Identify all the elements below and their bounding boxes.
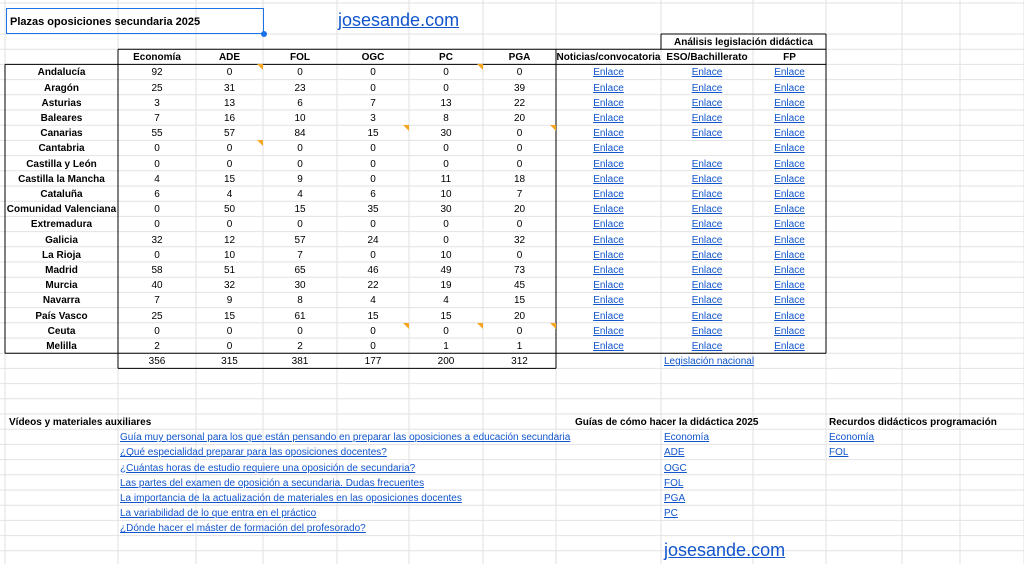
table-cell-value: 0 — [154, 158, 160, 170]
table-cell-value: 15 — [223, 310, 236, 322]
table-cell-value: 7 — [370, 97, 376, 109]
table-cell-value: 0 — [226, 341, 233, 352]
table-cell-value: 7 — [516, 189, 523, 200]
column-header-2: FOL — [290, 52, 310, 64]
news-link[interactable]: Enlace — [593, 234, 624, 246]
column-header-3: OGC — [361, 52, 385, 64]
total-cell: 356 — [148, 356, 166, 368]
video-link[interactable]: ¿Dónde hacer el máster de formación del profesorado? — [120, 523, 366, 535]
fp-link[interactable]: Enlace — [774, 128, 805, 140]
column-header-8: FP — [783, 52, 796, 64]
table-cell-value: 8 — [297, 295, 303, 307]
news-link[interactable]: Enlace — [593, 158, 624, 170]
fp-link[interactable]: Enlace — [774, 295, 805, 307]
table-cell-value: 16 — [223, 113, 236, 124]
sheet-title-cell[interactable]: Plazas oposiciones secundaria 2025 — [6, 8, 264, 34]
table-cell-value: 18 — [513, 173, 526, 185]
table-cell-value: 20 — [513, 310, 526, 322]
table-cell-value: 25 — [151, 310, 163, 322]
table-cell-value: 0 — [516, 128, 523, 140]
video-link[interactable]: Guía muy personal para los que están pensando en preparar las oposiciones a educación secundaria — [120, 432, 571, 444]
eso-bachillerato-link[interactable]: Enlace — [691, 82, 723, 94]
fp-link[interactable]: Enlace — [774, 265, 805, 276]
eso-bachillerato-link[interactable]: Enlace — [691, 158, 723, 170]
fp-link[interactable]: Enlace — [774, 113, 805, 124]
column-header-4: PC — [439, 52, 453, 64]
fp-link[interactable]: Enlace — [774, 234, 805, 246]
table-cell-value: 0 — [154, 219, 160, 231]
table-cell-value: 10 — [440, 189, 452, 200]
fp-link[interactable]: Enlace — [774, 280, 805, 292]
table-cell-value: 15 — [440, 310, 452, 322]
table-cell-value: 0 — [516, 143, 523, 155]
resource-link[interactable]: Economía — [829, 432, 875, 444]
news-link[interactable]: Enlace — [593, 97, 624, 109]
fp-link[interactable]: Enlace — [774, 189, 805, 200]
eso-bachillerato-link[interactable]: Enlace — [691, 325, 723, 337]
table-cell-value: 20 — [513, 204, 526, 216]
news-link[interactable]: Enlace — [593, 82, 624, 94]
row-region-label: Castilla la Mancha — [18, 173, 105, 185]
table-cell-value: 0 — [154, 204, 160, 216]
table-cell-value: 32 — [223, 280, 236, 292]
column-header-1: ADE — [218, 52, 241, 64]
table-cell-value: 11 — [440, 173, 452, 185]
table-cell-value: 15 — [223, 173, 236, 185]
table-cell-value: 22 — [367, 280, 379, 292]
table-cell-value: 10 — [440, 249, 452, 261]
eso-bachillerato-link[interactable]: Enlace — [691, 310, 723, 322]
table-cell-value: 3 — [154, 97, 160, 109]
legislacion-nacional-link[interactable]: Legislación nacional — [664, 356, 755, 368]
news-link[interactable]: Enlace — [593, 325, 624, 337]
eso-bachillerato-link[interactable]: Enlace — [691, 280, 723, 292]
fp-link[interactable]: Enlace — [774, 82, 805, 94]
table-cell-value: 0 — [443, 234, 449, 246]
news-link[interactable]: Enlace — [593, 341, 624, 352]
table-cell-value: 22 — [513, 97, 526, 109]
table-cell-value: 15 — [513, 295, 526, 307]
table-cell-value: 6 — [154, 189, 160, 200]
table-cell-value: 4 — [370, 295, 376, 307]
table-cell-value: 0 — [226, 158, 233, 170]
table-cell-value: 10 — [294, 113, 306, 124]
video-link[interactable]: Las partes del examen de oposición a secundaria. Dudas frecuentes — [120, 477, 425, 489]
table-cell-value: 0 — [443, 325, 449, 337]
eso-bachillerato-link[interactable]: Enlace — [691, 219, 723, 231]
table-cell-value: 7 — [154, 295, 160, 307]
table-cell-value: 13 — [440, 97, 452, 109]
table-cell-value: 0 — [370, 173, 376, 185]
fp-link[interactable]: Enlace — [774, 341, 805, 352]
selection-fill-handle[interactable] — [261, 31, 267, 37]
table-cell-value: 0 — [443, 158, 449, 170]
table-cell-value: 15 — [367, 310, 379, 322]
table-cell-value: 57 — [294, 234, 306, 246]
table-cell-value: 4 — [226, 189, 233, 200]
row-region-label: Cantabria — [38, 143, 85, 155]
guide-link[interactable]: ADE — [664, 447, 685, 459]
table-cell-value: 4 — [154, 173, 160, 185]
eso-bachillerato-link[interactable]: Enlace — [691, 128, 723, 140]
fp-link[interactable]: Enlace — [774, 158, 805, 170]
table-cell-value: 3 — [370, 113, 376, 124]
fp-link[interactable]: Enlace — [774, 249, 805, 261]
total-cell: 381 — [291, 356, 309, 368]
table-cell-value: 6 — [370, 189, 376, 200]
guide-link[interactable]: PGA — [664, 493, 686, 504]
table-cell-value: 9 — [226, 295, 233, 307]
table-cell-value: 0 — [370, 82, 376, 94]
video-link[interactable]: La variabilidad de lo que entra en el práctico — [120, 508, 317, 520]
table-cell-value: 0 — [370, 158, 376, 170]
table-cell-value: 30 — [440, 128, 452, 140]
table-cell-value: 0 — [297, 158, 303, 170]
table-cell-value: 0 — [516, 249, 523, 261]
videos-heading: Vídeos y materiales auxiliares — [9, 417, 152, 428]
resource-link[interactable]: FOL — [829, 447, 849, 459]
table-cell-value: 15 — [294, 204, 306, 216]
table-cell-value: 4 — [443, 295, 449, 307]
table-cell-value: 0 — [226, 325, 233, 337]
table-cell-value: 0 — [154, 249, 160, 261]
table-cell-value: 2 — [297, 341, 303, 352]
table-cell-value: 84 — [294, 128, 306, 140]
table-cell-value: 50 — [223, 204, 236, 216]
video-link[interactable]: ¿Qué especialidad preparar para las oposiciones docentes? — [120, 447, 387, 459]
table-cell-value: 0 — [370, 67, 376, 79]
table-cell-value: 58 — [151, 265, 163, 276]
column-header-6: Noticias/convocatoria — [556, 52, 661, 64]
table-cell-value: 0 — [154, 143, 160, 155]
guide-link[interactable]: OGC — [664, 462, 687, 474]
news-link[interactable]: Enlace — [593, 310, 624, 322]
eso-bachillerato-link[interactable]: Enlace — [691, 249, 723, 261]
row-region-label: Baleares — [40, 113, 83, 124]
fp-link[interactable]: Enlace — [774, 219, 805, 231]
table-cell-value: 25 — [151, 82, 163, 94]
fp-link[interactable]: Enlace — [774, 67, 805, 79]
eso-bachillerato-link[interactable]: Enlace — [691, 295, 723, 307]
video-link[interactable]: ¿Cuántas horas de estudio requiere una oposición de secundaria? — [120, 462, 416, 474]
row-region-label: Aragón — [44, 82, 79, 94]
table-cell-value: 39 — [513, 82, 526, 94]
fp-link[interactable]: Enlace — [774, 143, 805, 155]
news-link[interactable]: Enlace — [593, 67, 624, 79]
footer-site-link[interactable]: josesande.com — [664, 540, 786, 560]
resources-heading: Recurdos didácticos programación — [829, 417, 997, 428]
row-region-label: Comunidad Valenciana — [6, 204, 117, 216]
fp-link[interactable]: Enlace — [774, 204, 805, 216]
table-cell-value: 9 — [297, 173, 303, 185]
table-cell-value: 0 — [297, 325, 303, 337]
table-cell-value: 4 — [297, 189, 303, 200]
table-cell-value: 0 — [443, 67, 449, 79]
eso-bachillerato-link[interactable]: Enlace — [691, 113, 723, 124]
video-link[interactable]: La importancia de la actualización de materiales en las oposiciones docentes — [120, 493, 462, 504]
row-region-label: Ceuta — [47, 325, 76, 337]
guide-link[interactable]: Economía — [664, 432, 710, 444]
group-header-legislacion: Análisis legislación didáctica — [674, 37, 813, 48]
table-cell-value: 73 — [513, 265, 526, 276]
eso-bachillerato-link[interactable]: Enlace — [691, 234, 723, 246]
fp-link[interactable]: Enlace — [774, 173, 805, 185]
table-cell-value: 0 — [443, 82, 449, 94]
eso-bachillerato-link[interactable]: Enlace — [691, 204, 723, 216]
row-region-label: Extremadura — [30, 219, 93, 231]
news-link[interactable]: Enlace — [593, 143, 624, 155]
table-cell-value: 0 — [297, 67, 303, 79]
column-header-0: Economía — [133, 52, 181, 64]
table-cell-value: 1 — [443, 341, 449, 352]
table-cell-value: 19 — [440, 280, 452, 292]
table-cell-value: 31 — [223, 82, 236, 94]
total-cell: 200 — [437, 356, 455, 368]
table-cell-value: 45 — [513, 280, 526, 292]
table-cell-value: 0 — [370, 219, 376, 231]
table-cell-value: 0 — [443, 219, 449, 231]
table-cell-value: 40 — [151, 280, 163, 292]
fp-link[interactable]: Enlace — [774, 310, 805, 322]
table-cell-value: 0 — [226, 219, 233, 231]
table-cell-value: 6 — [297, 97, 303, 109]
table-cell-value: 61 — [294, 310, 306, 322]
news-link[interactable]: Enlace — [593, 189, 624, 200]
table-cell-value: 92 — [151, 67, 163, 79]
total-cell: 315 — [221, 356, 238, 368]
eso-bachillerato-link[interactable]: Enlace — [691, 189, 723, 200]
table-cell-value: 0 — [226, 67, 233, 79]
table-cell-value: 20 — [513, 113, 526, 124]
eso-bachillerato-link[interactable]: Enlace — [691, 97, 723, 109]
table-cell-value: 0 — [443, 143, 449, 155]
row-region-label: Galicia — [45, 234, 78, 246]
table-cell-value: 0 — [516, 67, 523, 79]
table-cell-value: 0 — [297, 143, 303, 155]
news-link[interactable]: Enlace — [593, 128, 624, 140]
table-cell-value: 0 — [370, 325, 376, 337]
row-region-label: Canarias — [40, 128, 83, 140]
table-cell-value: 32 — [151, 234, 163, 246]
total-cell: 177 — [364, 356, 382, 368]
row-region-label: Asturias — [41, 97, 82, 109]
row-region-label: Castilla y León — [26, 158, 97, 170]
site-link[interactable]: josesande.com — [338, 10, 460, 30]
table-cell-value: 0 — [226, 143, 233, 155]
table-cell-value: 0 — [516, 158, 523, 170]
news-link[interactable]: Enlace — [593, 265, 624, 276]
table-cell-value: 12 — [223, 234, 236, 246]
table-cell-value: 10 — [223, 249, 236, 261]
row-region-label: Andalucía — [37, 67, 86, 79]
row-region-label: La Rioja — [42, 249, 81, 261]
column-header-7: ESO/Bachillerato — [666, 52, 748, 64]
guide-link[interactable]: FOL — [664, 477, 684, 489]
guide-link[interactable]: PC — [664, 508, 678, 520]
table-cell-value: 0 — [154, 325, 160, 337]
row-region-label: Murcia — [45, 280, 78, 292]
fp-link[interactable]: Enlace — [774, 325, 805, 337]
eso-bachillerato-link[interactable]: Enlace — [691, 265, 723, 276]
table-cell-value: 13 — [223, 97, 236, 109]
row-region-label: Navarra — [42, 295, 81, 307]
total-cell: 312 — [511, 356, 528, 368]
table-cell-value: 0 — [516, 325, 523, 337]
table-cell-value: 0 — [370, 341, 376, 352]
table-cell-value: 65 — [294, 265, 306, 276]
table-cell-value: 0 — [370, 143, 376, 155]
table-cell-value: 8 — [443, 113, 449, 124]
row-region-label: País Vasco — [35, 310, 88, 322]
eso-bachillerato-link[interactable]: Enlace — [691, 173, 723, 185]
row-region-label: Cataluña — [40, 189, 83, 200]
row-region-label: Melilla — [46, 341, 77, 352]
news-link[interactable]: Enlace — [593, 173, 624, 185]
news-link[interactable]: Enlace — [593, 249, 624, 261]
table-cell-value: 35 — [367, 204, 379, 216]
table-cell-value: 7 — [297, 249, 303, 261]
news-link[interactable]: Enlace — [593, 280, 624, 292]
table-cell-value: 30 — [440, 204, 452, 216]
eso-bachillerato-link[interactable]: Enlace — [691, 67, 723, 79]
table-cell-value: 57 — [223, 128, 236, 140]
table-cell-value: 32 — [513, 234, 526, 246]
news-link[interactable]: Enlace — [593, 204, 624, 216]
fp-link[interactable]: Enlace — [774, 97, 805, 109]
guides-heading: Guías de cómo hacer la didáctica 2025 — [575, 417, 759, 428]
table-cell-value: 2 — [154, 341, 160, 352]
table-cell-value: 51 — [223, 265, 236, 276]
news-link[interactable]: Enlace — [593, 219, 624, 231]
eso-bachillerato-link[interactable]: Enlace — [691, 341, 723, 352]
table-cell-value: 30 — [294, 280, 306, 292]
news-link[interactable]: Enlace — [593, 113, 624, 124]
news-link[interactable]: Enlace — [593, 295, 624, 307]
table-cell-value: 23 — [294, 82, 306, 94]
table-cell-value: 1 — [516, 341, 523, 352]
table-cell-value: 49 — [440, 265, 452, 276]
row-region-label: Madrid — [45, 265, 78, 276]
table-cell-value: 7 — [154, 113, 160, 124]
table-cell-value: 15 — [367, 128, 379, 140]
table-cell-value: 0 — [370, 249, 376, 261]
column-header-5: PGA — [508, 52, 531, 64]
table-cell-value: 55 — [151, 128, 163, 140]
table-cell-value: 0 — [297, 219, 303, 231]
table-cell-value: 24 — [367, 234, 379, 246]
table-cell-value: 0 — [516, 219, 523, 231]
table-cell-value: 46 — [367, 265, 379, 276]
